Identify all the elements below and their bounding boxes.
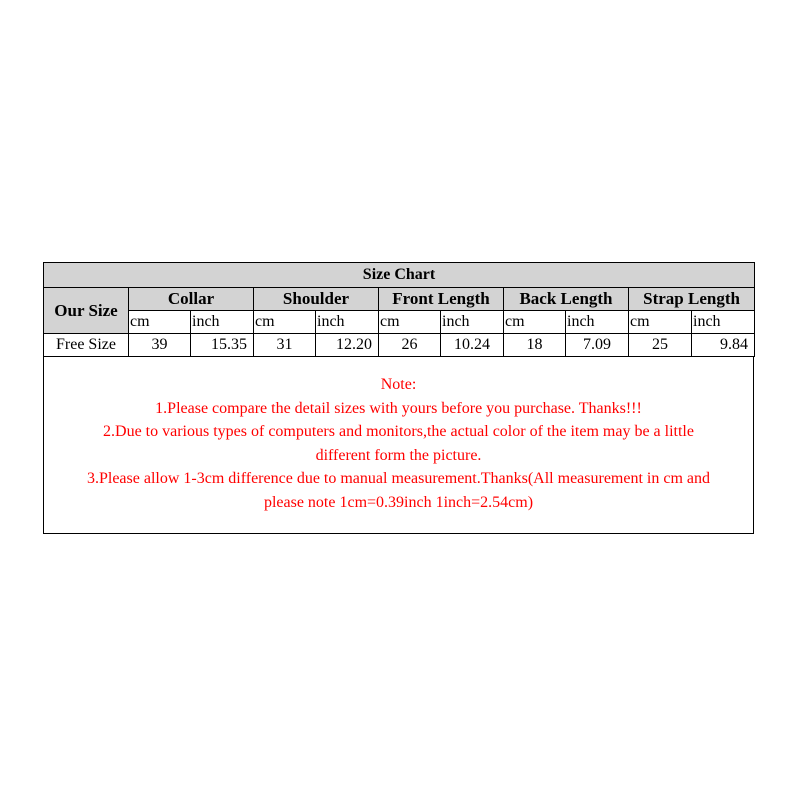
collar-cm-unit: cm xyxy=(129,311,191,334)
free-size-label: Free Size xyxy=(44,334,129,357)
title-row xyxy=(44,263,755,288)
note-line-3a: 3.Please allow 1-3cm difference due to manual measurement.Thanks(All measurement in cm and xyxy=(86,470,711,487)
front-length-header: Front Length xyxy=(379,288,504,311)
back-length-inch-value: 7.09 xyxy=(566,334,629,357)
note-heading: Note: xyxy=(380,376,417,393)
front-length-inch-unit: inch xyxy=(441,311,504,334)
note-line-3b: please note 1cm=0.39inch 1inch=2.54cm) xyxy=(263,493,534,511)
back-length-inch-unit: inch xyxy=(566,311,629,334)
shoulder-inch-unit: inch xyxy=(316,311,379,334)
collar-cm-value: 39 xyxy=(129,334,191,357)
back-length-cm-value: 18 xyxy=(504,334,566,357)
size-chart xyxy=(43,262,754,534)
strap-length-cm-value: 25 xyxy=(629,334,692,357)
collar-inch-value: 15.35 xyxy=(191,334,254,357)
front-length-inch-value: 10.24 xyxy=(441,334,504,357)
front-length-cm-unit: cm xyxy=(379,311,441,334)
shoulder-cm-unit: cm xyxy=(254,311,316,334)
size-chart-title: Size Chart xyxy=(44,263,755,288)
back-length-cm-unit: cm xyxy=(504,311,566,334)
note-line-2a: 2.Due to various types of computers and monitors,the actual color of the item may be a little xyxy=(103,423,694,440)
front-length-cm-value: 26 xyxy=(379,334,441,357)
strap-length-inch-unit: inch xyxy=(692,311,755,334)
our-size-header: Our Size xyxy=(44,288,129,334)
shoulder-cm-value: 31 xyxy=(254,334,316,357)
unit-row xyxy=(44,311,755,334)
back-length-header: Back Length xyxy=(504,288,629,311)
strap-length-cm-unit: cm xyxy=(629,311,692,334)
header-row xyxy=(44,288,755,311)
shoulder-header: Shoulder xyxy=(254,288,379,311)
size-chart-table xyxy=(43,262,755,357)
note-line-2b: different form the picture. xyxy=(315,446,482,464)
strap-length-header: Strap Length xyxy=(629,288,755,311)
collar-header: Collar xyxy=(129,288,254,311)
strap-length-inch-value: 9.84 xyxy=(692,334,755,357)
collar-inch-unit: inch xyxy=(191,311,254,334)
shoulder-inch-value: 12.20 xyxy=(316,334,379,357)
note-line-1: 1.Please compare the detail sizes with yours before you purchase. Thanks!!! xyxy=(155,399,642,417)
notes-box xyxy=(43,357,754,534)
table-row xyxy=(44,334,755,357)
